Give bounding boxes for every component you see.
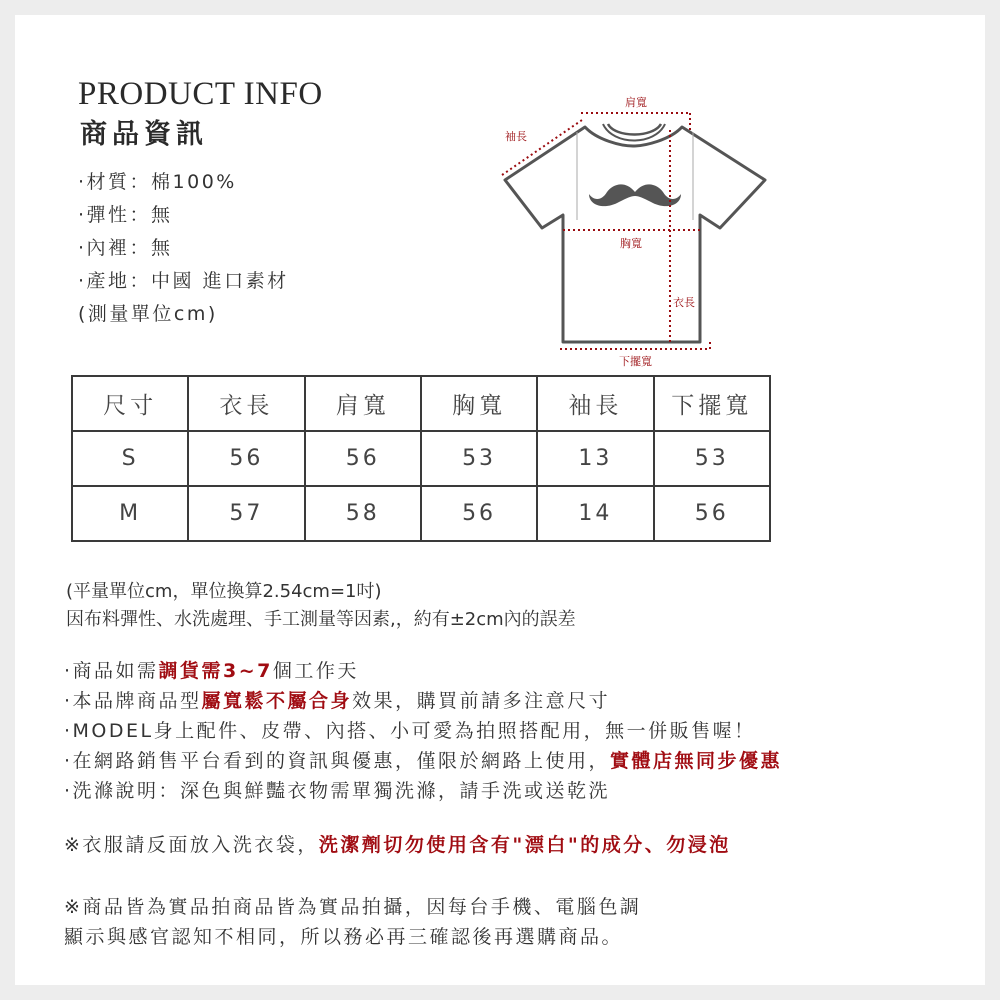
measurement-note bbox=[66, 578, 576, 634]
table-cell: M bbox=[72, 486, 188, 541]
warning-highlight: 洗潔劑切勿使用含有"漂白"的成分、勿浸泡 bbox=[318, 834, 731, 856]
tshirt-measurement-diagram bbox=[485, 80, 785, 370]
tshirt-collar bbox=[608, 124, 661, 135]
warning-text: ※衣服請反面放入洗衣袋， bbox=[64, 834, 319, 856]
table-cell: 53 bbox=[654, 431, 770, 486]
disclaimer-line: ※商品皆為實品拍商品皆為實品拍攝，因每台手機、電腦色調 bbox=[64, 896, 642, 918]
size-table bbox=[71, 375, 771, 542]
header-chest: 胸寬 bbox=[421, 376, 537, 431]
spec-material: ·材質：棉100% bbox=[78, 171, 237, 193]
notice-highlight: 屬寬鬆不屬合身 bbox=[201, 690, 353, 712]
notice-text: ·商品如需 bbox=[64, 660, 159, 682]
label-sleeve: 袖長 bbox=[505, 130, 527, 143]
table-cell: 14 bbox=[537, 486, 653, 541]
note-tolerance: 因布料彈性、水洗處理、手工測量等因素,，約有±2cm內的誤差 bbox=[66, 609, 576, 630]
title-english: PRODUCT INFO bbox=[78, 76, 323, 112]
table-cell: 58 bbox=[305, 486, 421, 541]
color-disclaimer bbox=[64, 892, 641, 952]
spec-origin: ·產地：中國 進口素材 bbox=[78, 270, 289, 292]
table-cell: 56 bbox=[305, 431, 421, 486]
label-hem: 下擺寬 bbox=[619, 355, 652, 368]
notice-item bbox=[64, 656, 782, 686]
spec-list bbox=[78, 166, 289, 331]
label-shoulder: 肩寬 bbox=[625, 96, 647, 109]
tshirt-diagram-svg bbox=[485, 80, 785, 370]
notice-text: 個工作天 bbox=[272, 660, 359, 682]
table-cell: 56 bbox=[421, 486, 537, 541]
notice-text: 效果，購買前請多注意尺寸 bbox=[352, 690, 611, 712]
notice-text: ·在網路銷售平台看到的資訊與優惠，僅限於網路上使用， bbox=[64, 750, 611, 772]
title-chinese: 商品資訊 bbox=[80, 119, 208, 150]
notice-item: ·MODEL身上配件、皮帶、內搭、小可愛為拍照搭配用，無一併販售喔！ bbox=[64, 720, 756, 742]
header-hem: 下擺寬 bbox=[654, 376, 770, 431]
header-shoulder: 肩寬 bbox=[305, 376, 421, 431]
notice-text: ·本品牌商品型 bbox=[64, 690, 202, 712]
spec-elasticity: ·彈性：無 bbox=[78, 204, 173, 226]
notice-highlight: 調貨需3~7 bbox=[158, 660, 273, 682]
notice-list bbox=[64, 656, 782, 806]
table-cell: 57 bbox=[188, 486, 304, 541]
disclaimer-line: 顯示與感官認知不相同，所以務必再三確認後再選購商品。 bbox=[64, 926, 624, 948]
table-row bbox=[72, 431, 770, 486]
washing-warning bbox=[64, 830, 731, 857]
table-row bbox=[72, 486, 770, 541]
table-cell: S bbox=[72, 431, 188, 486]
note-unit-conversion: (平量單位cm，單位換算2.54cm=1吋) bbox=[66, 581, 382, 602]
notice-item bbox=[64, 746, 782, 776]
header-size: 尺寸 bbox=[72, 376, 188, 431]
table-cell: 13 bbox=[537, 431, 653, 486]
table-cell: 53 bbox=[421, 431, 537, 486]
tshirt-outline bbox=[505, 127, 765, 342]
notice-item bbox=[64, 686, 782, 716]
spec-lining: ·內裡：無 bbox=[78, 237, 173, 259]
label-length: 衣長 bbox=[673, 296, 695, 309]
header-sleeve: 袖長 bbox=[537, 376, 653, 431]
table-cell: 56 bbox=[654, 486, 770, 541]
table-cell: 56 bbox=[188, 431, 304, 486]
spec-unit: (測量單位cm) bbox=[78, 303, 218, 325]
notice-highlight: 實體店無同步優惠 bbox=[610, 750, 783, 772]
notice-item: ·洗滌說明：深色與鮮豔衣物需單獨洗滌，請手洗或送乾洗 bbox=[64, 780, 611, 802]
label-chest: 胸寬 bbox=[620, 237, 642, 250]
size-table-header bbox=[72, 376, 770, 431]
header-length: 衣長 bbox=[188, 376, 304, 431]
